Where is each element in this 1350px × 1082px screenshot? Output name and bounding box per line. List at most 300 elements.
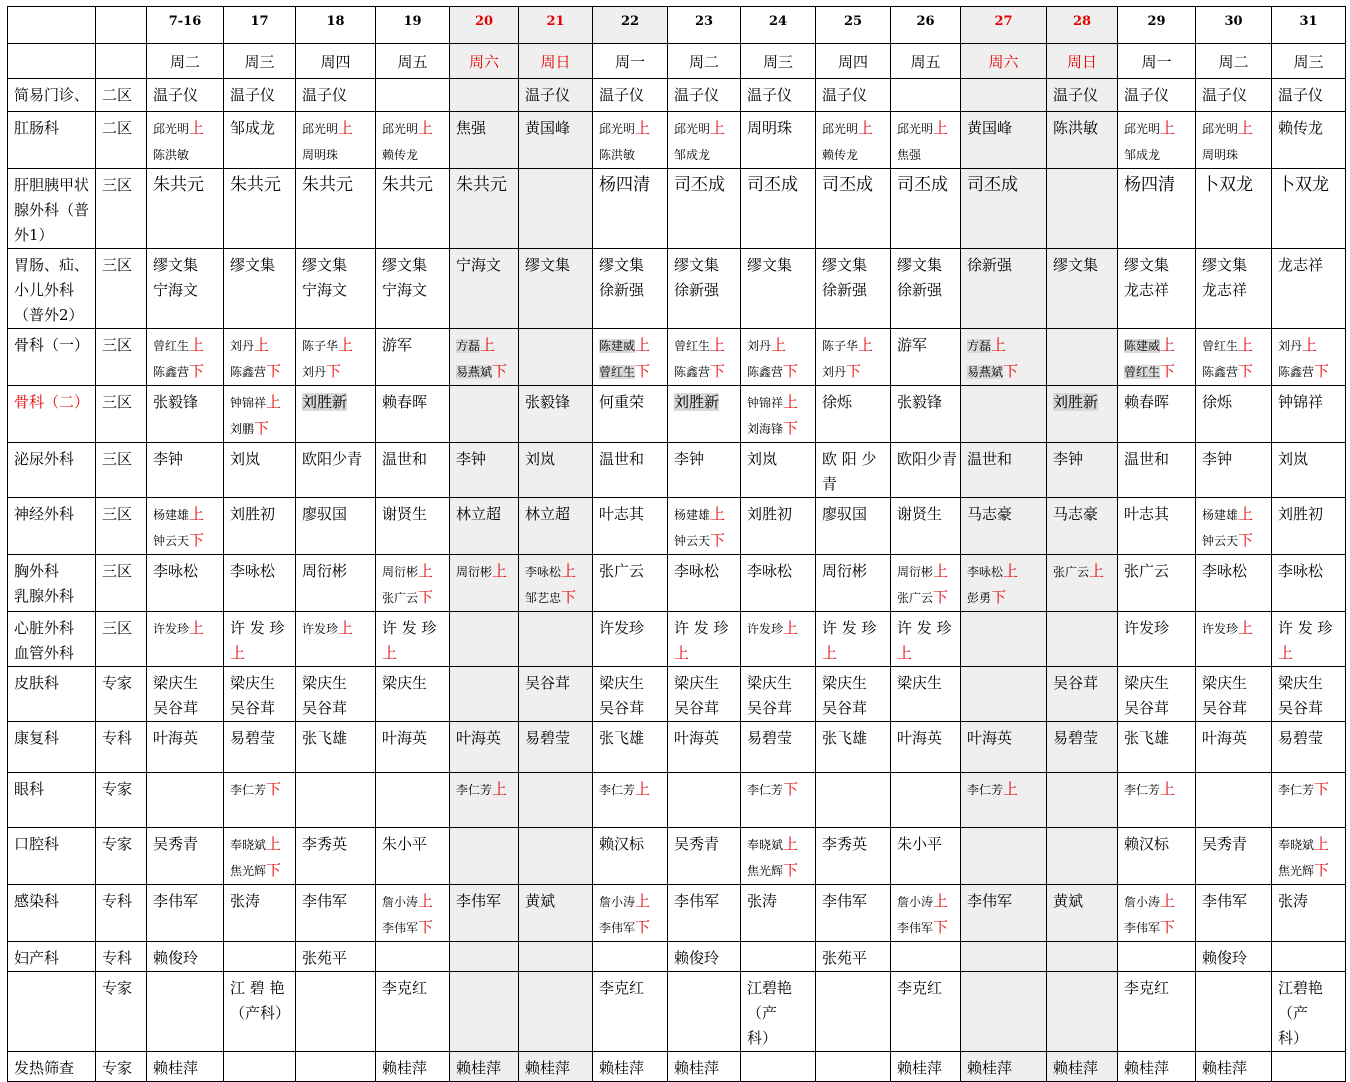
duty-cell — [668, 443, 741, 498]
duty-cell — [296, 942, 376, 972]
doctor-name: 缪文集 — [674, 256, 720, 274]
duty-cell — [224, 972, 296, 1052]
doctor-name: 徐新强 — [897, 281, 943, 299]
zone-cell: 专家 — [96, 1052, 147, 1082]
doctor-name: 何重荣 — [599, 393, 645, 411]
doctor-name: 龙志祥 — [1278, 256, 1324, 274]
duty-cell — [1047, 169, 1118, 249]
weekday-header: 周日 — [1047, 44, 1118, 79]
doctor-name: 宁海文 — [382, 281, 428, 299]
duty-cell — [593, 386, 668, 443]
shift-marker: 上 — [1160, 336, 1176, 354]
doctor-name: 吴谷茸 — [1053, 674, 1099, 692]
duty-cell — [1118, 972, 1196, 1052]
doctor-name: 焦光辉 — [230, 864, 267, 878]
doctor-name: 徐新强 — [599, 281, 645, 299]
shift-marker: 上 — [933, 119, 949, 137]
department-label: 骨科（二） — [14, 393, 90, 411]
duty-cell — [1272, 1052, 1346, 1082]
doctor-name: 马志豪 — [1053, 505, 1099, 523]
zone-cell: 专家 — [96, 828, 147, 885]
duty-cell — [519, 828, 593, 885]
doctor-name: 刘丹 — [302, 365, 327, 379]
shift-marker: 上 — [783, 619, 799, 637]
duty-cell — [519, 329, 593, 386]
duty-cell — [593, 555, 668, 612]
weekday-header: 周日 — [519, 44, 593, 79]
duty-cell — [147, 885, 224, 942]
doctor-name: 缪文集 — [897, 256, 943, 274]
doctor-name: 李钟 — [674, 450, 705, 468]
duty-cell — [147, 555, 224, 612]
duty-cell — [1272, 942, 1346, 972]
doctor-name: 卜双龙 — [1202, 175, 1253, 195]
doctor-name: 赖桂萍 — [456, 1059, 502, 1077]
doctor-name: 吴谷茸 — [674, 699, 720, 717]
doctor-name: 温子仪 — [674, 86, 720, 104]
doctor-name: 刘丹 — [1278, 339, 1303, 353]
doctor-name: 赖桂萍 — [897, 1059, 943, 1077]
duty-cell — [668, 169, 741, 249]
doctor-name: 杨四清 — [1124, 175, 1175, 195]
doctor-name: 刘海锋 — [747, 422, 784, 436]
department-label: 神经外科 — [14, 505, 75, 523]
department-row — [8, 443, 1346, 498]
doctor-name: 梁庆生 — [1202, 674, 1248, 692]
duty-cell — [961, 386, 1047, 443]
duty-cell — [741, 1052, 816, 1082]
shift-marker: 上 — [254, 336, 270, 354]
doctor-name: 李克红 — [382, 979, 428, 997]
duty-cell — [816, 169, 891, 249]
duty-cell — [147, 667, 224, 722]
doctor-name: 刘岚 — [230, 450, 261, 468]
shift-marker: 下 — [846, 362, 862, 380]
corner-cell — [8, 7, 96, 44]
doctor-name: 李伟军 — [599, 921, 636, 935]
duty-cell — [224, 612, 296, 667]
doctor-name: 李咏松 — [674, 562, 720, 580]
doctor-name: 温子仪 — [1202, 86, 1248, 104]
shift-marker: 下 — [1314, 362, 1330, 380]
doctor-name: 李咏松 — [230, 562, 276, 580]
doctor-name: 焦强 — [456, 119, 487, 137]
shift-marker: 上 — [991, 336, 1007, 354]
doctor-name: 张飞雄 — [822, 729, 868, 747]
duty-cell — [1118, 555, 1196, 612]
doctor-name: 朱共元 — [153, 175, 204, 195]
doctor-name: 梁庆生 — [230, 674, 276, 692]
doctor-name: 赖春晖 — [1124, 393, 1170, 411]
duty-cell — [961, 112, 1047, 169]
department-name — [8, 249, 96, 329]
doctor-name: 司丕成 — [897, 175, 948, 195]
doctor-name: 邱光明 — [599, 122, 636, 136]
duty-cell — [519, 773, 593, 828]
duty-cell — [224, 885, 296, 942]
shift-marker: 下 — [266, 362, 282, 380]
doctor-name: 陈子华 — [302, 339, 339, 353]
shift-marker: 上 — [1238, 505, 1254, 523]
duty-cell — [593, 443, 668, 498]
duty-cell — [1272, 112, 1346, 169]
duty-cell — [296, 249, 376, 329]
doctor-name: 杨四清 — [599, 175, 650, 195]
shift-marker: 下 — [1238, 531, 1254, 549]
duty-cell — [1047, 386, 1118, 443]
department-row — [8, 828, 1346, 885]
department-row — [8, 667, 1346, 722]
doctor-name: 周衍彬 — [382, 565, 419, 579]
shift-marker: 上 — [418, 892, 434, 910]
doctor-name: 赖桂萍 — [1124, 1059, 1170, 1077]
shift-marker: 下 — [1314, 861, 1330, 879]
doctor-name: 李仁芳 — [967, 783, 1004, 797]
shift-marker: 下 — [933, 588, 949, 606]
doctor-name: 李咏松 — [1278, 562, 1324, 580]
duty-cell — [147, 498, 224, 555]
doctor-name: 周明珠 — [1202, 148, 1239, 162]
duty-cell — [1047, 942, 1118, 972]
doctor-name: 梁庆生 — [822, 674, 868, 692]
duty-cell — [450, 667, 519, 722]
duty-cell — [816, 885, 891, 942]
doctor-name: 彭勇 — [967, 591, 992, 605]
duty-cell — [593, 498, 668, 555]
doctor-name: 谢贤生 — [897, 505, 943, 523]
doctor-name: 缪文集 — [382, 256, 428, 274]
duty-cell — [1196, 555, 1272, 612]
duty-cell — [519, 942, 593, 972]
doctor-name: 詹小涛 — [382, 895, 419, 909]
department-label: 康复科 — [14, 729, 60, 747]
duty-cell — [147, 443, 224, 498]
duty-cell — [147, 386, 224, 443]
duty-cell — [296, 555, 376, 612]
duty-cell — [296, 612, 376, 667]
duty-cell — [450, 885, 519, 942]
shift-marker: 上 — [897, 644, 913, 662]
shift-marker: 下 — [418, 918, 434, 936]
duty-cell — [519, 112, 593, 169]
doctor-name: 周衍彬 — [822, 562, 868, 580]
duty-cell — [816, 249, 891, 329]
duty-cell — [296, 1052, 376, 1082]
duty-cell — [224, 722, 296, 773]
shift-marker: 下 — [266, 780, 282, 798]
doctor-name: 邱光明 — [382, 122, 419, 136]
doctor-name: 邱光明 — [1124, 122, 1161, 136]
doctor-name: 黄斌 — [1053, 892, 1084, 910]
duty-cell — [741, 722, 816, 773]
duty-cell — [296, 885, 376, 942]
duty-cell — [224, 249, 296, 329]
duty-cell — [816, 722, 891, 773]
doctor-name: 张广云 — [599, 562, 645, 580]
department-name — [8, 942, 96, 972]
duty-cell — [224, 443, 296, 498]
duty-cell — [961, 612, 1047, 667]
duty-cell — [668, 667, 741, 722]
doctor-name: 邱光明 — [153, 122, 190, 136]
doctor-name: 刘岚 — [1278, 450, 1309, 468]
duty-cell — [1196, 773, 1272, 828]
duty-cell — [296, 169, 376, 249]
duty-cell — [816, 667, 891, 722]
shift-marker: 上 — [1089, 562, 1105, 580]
duty-cell — [891, 828, 961, 885]
doctor-name: 曾红生 — [599, 365, 636, 379]
duty-cell — [961, 828, 1047, 885]
doctor-name: 江碧艳（产 — [747, 979, 793, 1022]
duty-cell — [816, 329, 891, 386]
doctor-name: 许 发 珍 — [230, 619, 285, 637]
corner-cell — [96, 44, 147, 79]
doctor-name: 邱光明 — [1202, 122, 1239, 136]
department-name — [8, 112, 96, 169]
doctor-name: 邹成龙 — [230, 119, 276, 137]
duty-cell — [519, 249, 593, 329]
shift-marker: 上 — [783, 835, 799, 853]
duty-cell — [147, 972, 224, 1052]
department-row — [8, 249, 1346, 329]
duty-cell — [450, 972, 519, 1052]
duty-cell — [376, 249, 450, 329]
duty-cell — [1118, 79, 1196, 112]
duty-cell — [1118, 722, 1196, 773]
weekday-header: 周二 — [147, 44, 224, 79]
duty-cell — [816, 942, 891, 972]
duty-cell — [816, 386, 891, 443]
duty-cell — [1118, 112, 1196, 169]
duty-cell — [1047, 972, 1118, 1052]
doctor-name: 许 发 珍 — [1278, 619, 1333, 637]
duty-cell — [891, 885, 961, 942]
duty-cell — [668, 773, 741, 828]
department-label: 皮肤科 — [14, 674, 60, 692]
doctor-name: 刘胜新 — [1053, 393, 1099, 411]
doctor-name: 焦光辉 — [747, 864, 784, 878]
duty-cell — [1118, 828, 1196, 885]
doctor-name: 张毅锋 — [897, 393, 943, 411]
duty-cell — [1118, 169, 1196, 249]
shift-marker: 上 — [338, 619, 354, 637]
shift-marker: 下 — [1160, 362, 1176, 380]
duty-cell — [891, 329, 961, 386]
shift-marker: 上 — [1003, 780, 1019, 798]
zone-cell: 三区 — [96, 329, 147, 386]
duty-cell — [224, 667, 296, 722]
zone-cell: 专科 — [96, 885, 147, 942]
duty-cell — [519, 722, 593, 773]
doctor-name: 缪文集 — [1053, 256, 1099, 274]
doctor-name: 吴谷茸 — [153, 699, 199, 717]
shift-marker: 上 — [710, 336, 726, 354]
shift-marker: 上 — [635, 892, 651, 910]
doctor-name: 詹小涛 — [1124, 895, 1161, 909]
duty-cell — [668, 249, 741, 329]
doctor-name: 宁海文 — [456, 256, 502, 274]
duty-cell — [891, 169, 961, 249]
duty-cell — [224, 112, 296, 169]
duty-cell — [450, 828, 519, 885]
duty-cell — [1196, 1052, 1272, 1082]
doctor-name: 缪文集 — [525, 256, 571, 274]
doctor-name: 张广云 — [382, 591, 419, 605]
duty-cell — [891, 386, 961, 443]
doctor-name: 李钟 — [1202, 450, 1233, 468]
doctor-name: 温子仪 — [525, 86, 571, 104]
duty-cell — [961, 972, 1047, 1052]
duty-cell — [668, 112, 741, 169]
duty-cell — [1047, 828, 1118, 885]
doctor-name: 朱共元 — [456, 175, 507, 195]
doctor-name: 陈鑫营 — [1202, 365, 1239, 379]
date-header: 18 — [296, 7, 376, 44]
shift-marker: 上 — [635, 336, 651, 354]
doctor-name: 缪文集 — [1202, 256, 1248, 274]
doctor-name: 梁庆生 — [1278, 674, 1324, 692]
duty-cell — [891, 249, 961, 329]
duty-cell — [668, 329, 741, 386]
doctor-name: 叶海英 — [456, 729, 502, 747]
weekday-header: 周三 — [741, 44, 816, 79]
shift-marker: 上 — [189, 336, 205, 354]
doctor-name: 司丕成 — [674, 175, 725, 195]
doctor-name: 李克红 — [1124, 979, 1170, 997]
shift-marker: 下 — [991, 588, 1007, 606]
doctor-name: 易燕斌 — [967, 365, 1004, 379]
duty-cell — [147, 612, 224, 667]
shift-marker: 上 — [635, 119, 651, 137]
department-name — [8, 972, 96, 1052]
duty-cell — [1196, 942, 1272, 972]
shift-marker: 下 — [1238, 362, 1254, 380]
duty-cell — [816, 972, 891, 1052]
duty-cell — [1272, 249, 1346, 329]
doctor-name: 科） — [1278, 1029, 1309, 1047]
doctor-name: 黄斌 — [525, 892, 556, 910]
doctor-name: 缪文集 — [599, 256, 645, 274]
doctor-name: 周衍彬 — [302, 562, 348, 580]
doctor-name: 温世和 — [967, 450, 1013, 468]
doctor-name: 黄国峰 — [525, 119, 571, 137]
department-label: 泌尿外科 — [14, 450, 75, 468]
zone-cell: 专家 — [96, 972, 147, 1052]
doctor-name: 李咏松 — [747, 562, 793, 580]
department-row — [8, 555, 1346, 612]
duty-cell — [519, 885, 593, 942]
department-label: 感染科 — [14, 892, 60, 910]
doctor-name: 徐新强 — [967, 256, 1013, 274]
doctor-name: 张毅锋 — [525, 393, 571, 411]
duty-cell — [519, 386, 593, 443]
doctor-name: 邱光明 — [897, 122, 934, 136]
date-header: 30 — [1196, 7, 1272, 44]
doctor-name: 吴谷茸 — [599, 699, 645, 717]
department-name — [8, 79, 96, 112]
duty-cell — [450, 443, 519, 498]
duty-cell — [1047, 885, 1118, 942]
shift-marker: 上 — [858, 119, 874, 137]
shift-marker: 下 — [326, 362, 342, 380]
shift-marker: 上 — [189, 619, 205, 637]
doctor-name: 温子仪 — [1053, 86, 1099, 104]
doctor-name: 梁庆生 — [747, 674, 793, 692]
duty-cell — [519, 555, 593, 612]
doctor-name: 詹小涛 — [599, 895, 636, 909]
doctor-name: 陈洪敏 — [153, 148, 190, 162]
doctor-name: 叶海英 — [674, 729, 720, 747]
duty-cell — [296, 828, 376, 885]
shift-marker: 上 — [561, 562, 577, 580]
date-row — [8, 7, 1346, 44]
date-header: 27 — [961, 7, 1047, 44]
shift-marker: 上 — [492, 780, 508, 798]
duty-cell — [224, 942, 296, 972]
duty-cell — [961, 667, 1047, 722]
department-label: 胸外科 — [14, 562, 60, 580]
department-name — [8, 329, 96, 386]
duty-cell — [1047, 773, 1118, 828]
shift-marker: 上 — [933, 562, 949, 580]
doctor-name: 张涛 — [230, 892, 261, 910]
doctor-name: 易碧莹 — [1053, 729, 1099, 747]
duty-cell — [450, 169, 519, 249]
doctor-name: 邱光明 — [302, 122, 339, 136]
doctor-name: 司丕成 — [747, 175, 798, 195]
doctor-name: 梁庆生 — [897, 674, 943, 692]
doctor-name: 张涛 — [747, 892, 778, 910]
duty-cell — [741, 612, 816, 667]
doctor-name: 李仁芳 — [747, 783, 784, 797]
doctor-name: 徐烁 — [822, 393, 853, 411]
doctor-name: 杨建雄 — [153, 508, 190, 522]
doctor-name: 钟锦祥 — [747, 396, 784, 410]
department-row — [8, 885, 1346, 942]
duty-cell — [450, 612, 519, 667]
duty-cell — [668, 972, 741, 1052]
doctor-name: 李伟军 — [674, 892, 720, 910]
shift-marker: 下 — [635, 362, 651, 380]
doctor-name: 张飞雄 — [302, 729, 348, 747]
doctor-name: 缪文集 — [822, 256, 868, 274]
duty-cell — [1196, 885, 1272, 942]
duty-cell — [741, 329, 816, 386]
duty-cell — [450, 329, 519, 386]
duty-cell — [593, 722, 668, 773]
shift-marker: 下 — [710, 362, 726, 380]
doctor-name: 廖驭国 — [302, 505, 348, 523]
doctor-name: 詹小涛 — [897, 895, 934, 909]
doctor-name: 许 发 珍 — [822, 619, 877, 637]
doctor-name: 叶海英 — [382, 729, 428, 747]
doctor-name: 吴谷茸 — [747, 699, 793, 717]
duty-cell — [147, 942, 224, 972]
duty-cell — [668, 79, 741, 112]
duty-cell — [1196, 329, 1272, 386]
doctor-name: 温子仪 — [822, 86, 868, 104]
duty-cell — [1196, 443, 1272, 498]
doctor-name: 陈鑫营 — [230, 365, 267, 379]
doctor-name: 方磊 — [967, 339, 992, 353]
doctor-name: 李钟 — [456, 450, 487, 468]
doctor-name: 徐新强 — [674, 281, 720, 299]
duty-cell — [961, 169, 1047, 249]
duty-cell — [593, 612, 668, 667]
duty-cell — [376, 667, 450, 722]
doctor-name: 刘胜新 — [674, 393, 720, 411]
